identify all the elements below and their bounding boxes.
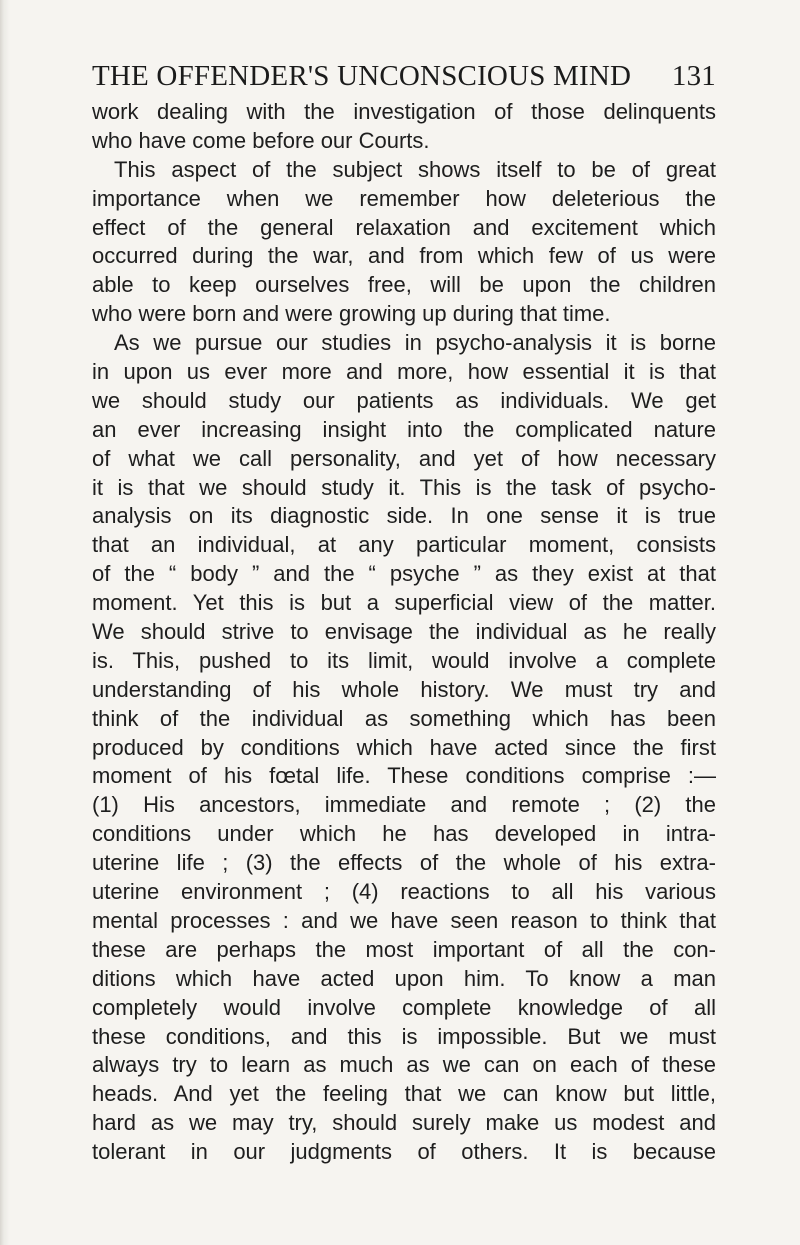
text-line: understanding of his whole history. We must try and: [92, 676, 716, 702]
text-line: importance when we remember how deleterious the: [92, 185, 716, 211]
text-line: occurred during the war, and from which few of us were: [92, 243, 716, 269]
text-line: completely would involve complete knowledge of all: [92, 994, 716, 1020]
text-line: produced by conditions which have acted since the first: [92, 734, 716, 760]
text-line: is. This, pushed to its limit, would involve a complete: [92, 647, 716, 673]
text-line: we should study our patients as individuals. We get: [92, 387, 716, 413]
text-line: who were born and were growing up during that time.: [92, 301, 611, 327]
text-line: conditions under which he has developed in intra-: [92, 821, 716, 847]
running-header: [92, 56, 716, 96]
page-number: 131: [671, 60, 716, 92]
text-line: uterine life ; (3) the effects of the whole of his extra-: [92, 850, 716, 876]
paragraph-start-line: As we pursue our studies in psycho-analysis it is borne: [114, 330, 716, 356]
text-line: in upon us ever more and more, how essential it is that: [92, 359, 716, 385]
text-line: that an individual, at any particular moment, consists: [92, 532, 716, 558]
text-line: of what we call personality, and yet of how necessary: [92, 445, 716, 471]
text-line: heads. And yet the feeling that we can know but little,: [92, 1081, 716, 1107]
paragraph-start-line: This aspect of the subject shows itself to be of great: [114, 156, 716, 182]
text-line: work dealing with the investigation of those delinquents: [92, 99, 716, 124]
text-line: ditions which have acted upon him. To know a man: [92, 965, 716, 991]
text-line: analysis on its diagnostic side. In one sense it is true: [92, 503, 716, 529]
text-line: of the “ body ” and the “ psyche ” as they exist at that: [92, 561, 716, 587]
text-line: who have come before our Courts.: [92, 127, 430, 153]
text-line: tolerant in our judgments of others. It is because: [92, 1139, 716, 1165]
text-line: moment. Yet this is but a superficial view of the matter.: [92, 590, 716, 616]
text-line: (1) His ancestors, immediate and remote ; (2) the: [92, 792, 716, 818]
page-binding-edge: [0, 0, 10, 1245]
text-line: able to keep ourselves free, will be upon the children: [92, 272, 716, 298]
text-line: these conditions, and this is impossible. But we must: [92, 1023, 716, 1049]
text-line: it is that we should study it. This is the task of psycho-: [92, 474, 716, 500]
running-title: THE OFFENDER'S UNCONSCIOUS MIND: [92, 60, 632, 92]
body-text: [92, 98, 716, 1167]
text-line: an ever increasing insight into the complicated nature: [92, 416, 716, 442]
text-line: hard as we may try, should surely make us modest and: [92, 1110, 716, 1136]
text-line: We should strive to envisage the individual as he really: [92, 619, 716, 645]
text-line: these are perhaps the most important of all the con-: [92, 936, 716, 962]
text-line: effect of the general relaxation and excitement which: [92, 214, 716, 240]
text-line: uterine environment ; (4) reactions to all his various: [92, 879, 716, 905]
text-line: moment of his fœtal life. These conditions comprise :—: [92, 763, 716, 789]
text-line: mental processes : and we have seen reason to think that: [92, 907, 716, 933]
text-line: think of the individual as something which has been: [92, 705, 716, 731]
text-line: always try to learn as much as we can on each of these: [92, 1052, 716, 1078]
